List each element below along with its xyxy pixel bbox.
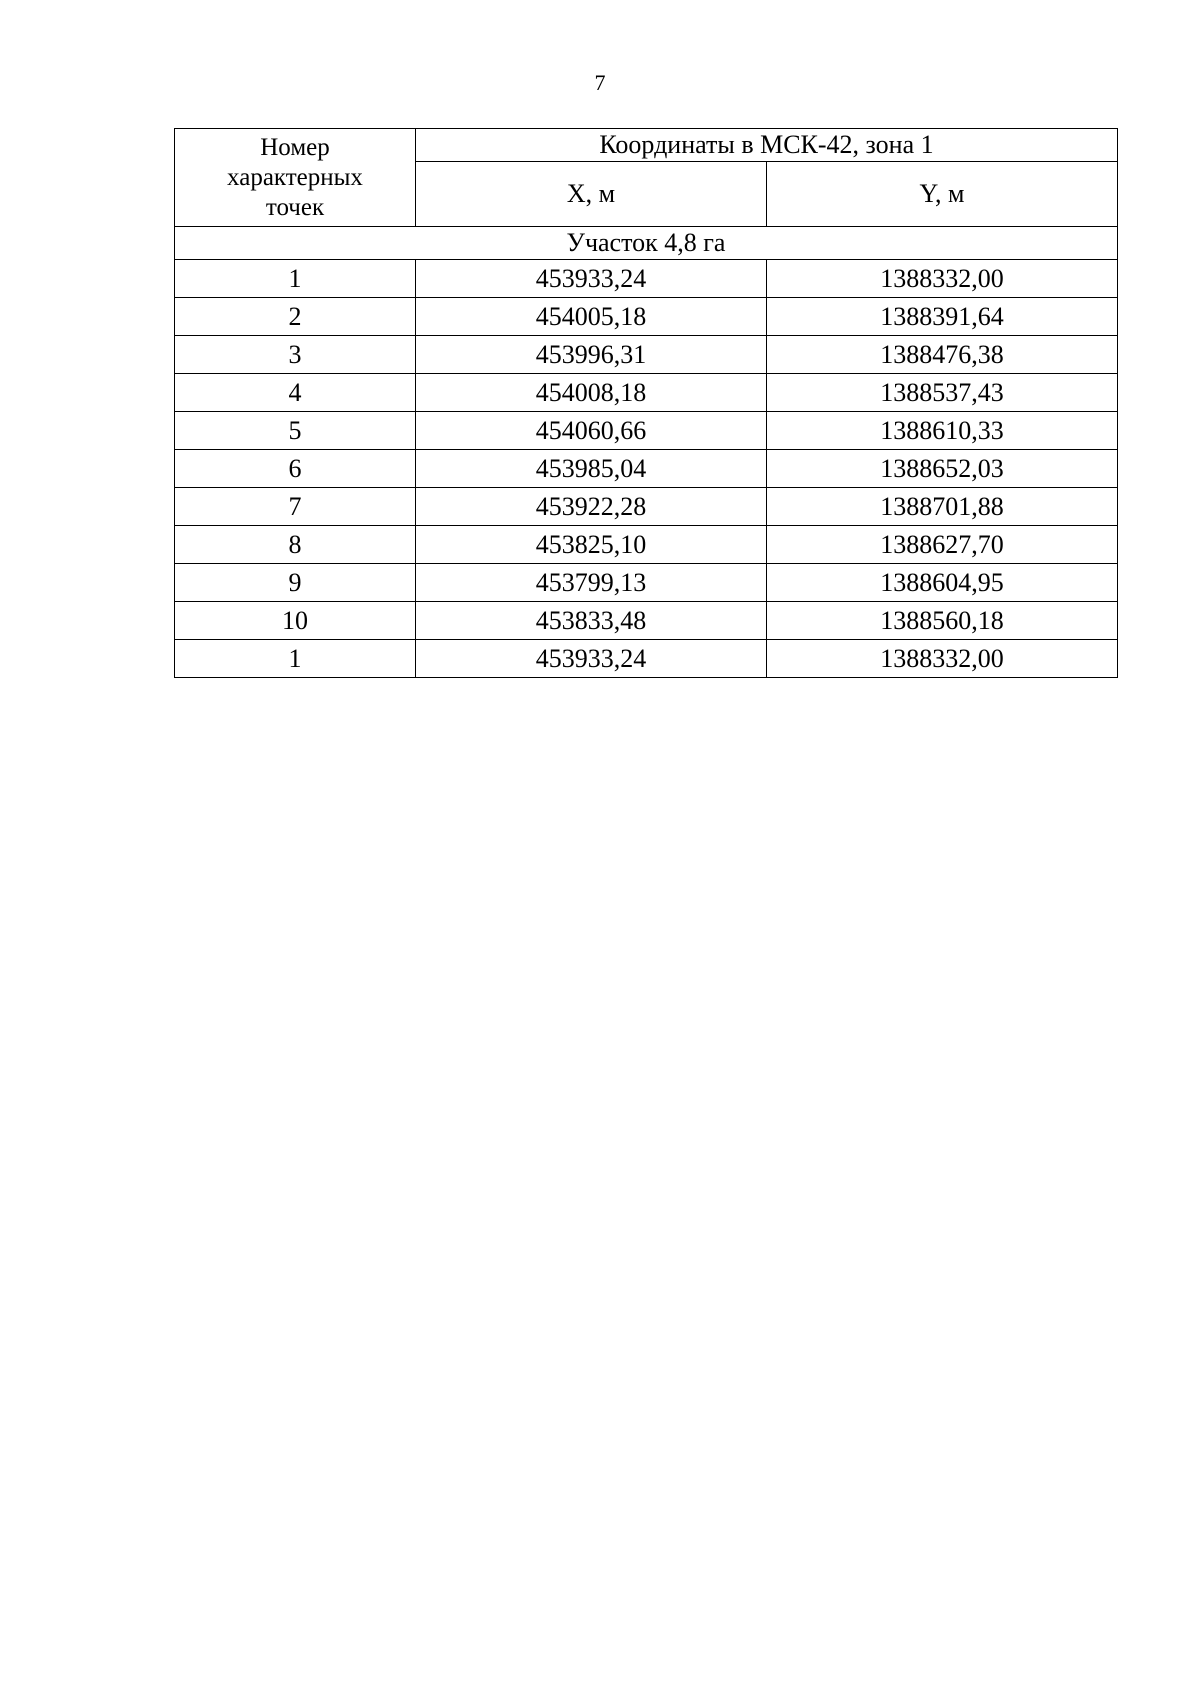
table-row: [175, 298, 1118, 336]
y-coordinate-cell: 1388332,00: [767, 260, 1118, 298]
section-row: [175, 227, 1118, 260]
y-coordinate-cell: 1388391,64: [767, 298, 1118, 336]
x-coordinate-cell: 453922,28: [416, 488, 767, 526]
x-coordinate-cell: 454005,18: [416, 298, 767, 336]
y-coordinate-cell: 1388537,43: [767, 374, 1118, 412]
table-row: [175, 526, 1118, 564]
y-coordinate-cell: 1388476,38: [767, 336, 1118, 374]
table-row: [175, 564, 1118, 602]
point-number-cell: 2: [175, 298, 416, 336]
y-coordinate-cell: 1388560,18: [767, 602, 1118, 640]
point-number-header-line: характерных: [227, 163, 363, 191]
x-coordinate-cell: 453799,13: [416, 564, 767, 602]
point-number-header-line: Номер: [260, 133, 330, 161]
y-coordinate-cell: 1388604,95: [767, 564, 1118, 602]
x-coordinate-cell: 453996,31: [416, 336, 767, 374]
table-row: [175, 374, 1118, 412]
point-number-cell: 6: [175, 450, 416, 488]
y-coordinate-cell: 1388627,70: [767, 526, 1118, 564]
table-row: [175, 450, 1118, 488]
point-number-cell: 9: [175, 564, 416, 602]
point-number-cell: 4: [175, 374, 416, 412]
section-title: Участок 4,8 га: [175, 227, 1118, 260]
table-row: [175, 640, 1118, 678]
point-number-cell: 1: [175, 260, 416, 298]
y-coordinate-cell: 1388610,33: [767, 412, 1118, 450]
x-coordinate-cell: 453933,24: [416, 640, 767, 678]
point-number-cell: 8: [175, 526, 416, 564]
x-coordinate-cell: 453833,48: [416, 602, 767, 640]
table-row: [175, 260, 1118, 298]
x-column-header: X, м: [416, 162, 767, 227]
table-header-row: [175, 129, 1118, 162]
table-row: [175, 488, 1118, 526]
y-coordinate-cell: 1388652,03: [767, 450, 1118, 488]
table-row: [175, 412, 1118, 450]
point-number-header: [175, 129, 416, 227]
y-coordinate-cell: 1388332,00: [767, 640, 1118, 678]
x-coordinate-cell: 453933,24: [416, 260, 767, 298]
x-coordinate-cell: 454060,66: [416, 412, 767, 450]
point-number-cell: 10: [175, 602, 416, 640]
x-coordinate-cell: 454008,18: [416, 374, 767, 412]
point-number-cell: 7: [175, 488, 416, 526]
point-number-cell: 1: [175, 640, 416, 678]
y-coordinate-cell: 1388701,88: [767, 488, 1118, 526]
y-column-header: Y, м: [767, 162, 1118, 227]
page-number: 7: [594, 70, 606, 95]
x-coordinate-cell: 453825,10: [416, 526, 767, 564]
table-row: [175, 336, 1118, 374]
x-coordinate-cell: 453985,04: [416, 450, 767, 488]
point-number-cell: 3: [175, 336, 416, 374]
coordinates-table: [174, 128, 1118, 678]
point-number-header-line: точек: [265, 193, 325, 221]
point-number-cell: 5: [175, 412, 416, 450]
coordinates-group-header: Координаты в МСК-42, зона 1: [416, 129, 1118, 162]
table-row: [175, 602, 1118, 640]
